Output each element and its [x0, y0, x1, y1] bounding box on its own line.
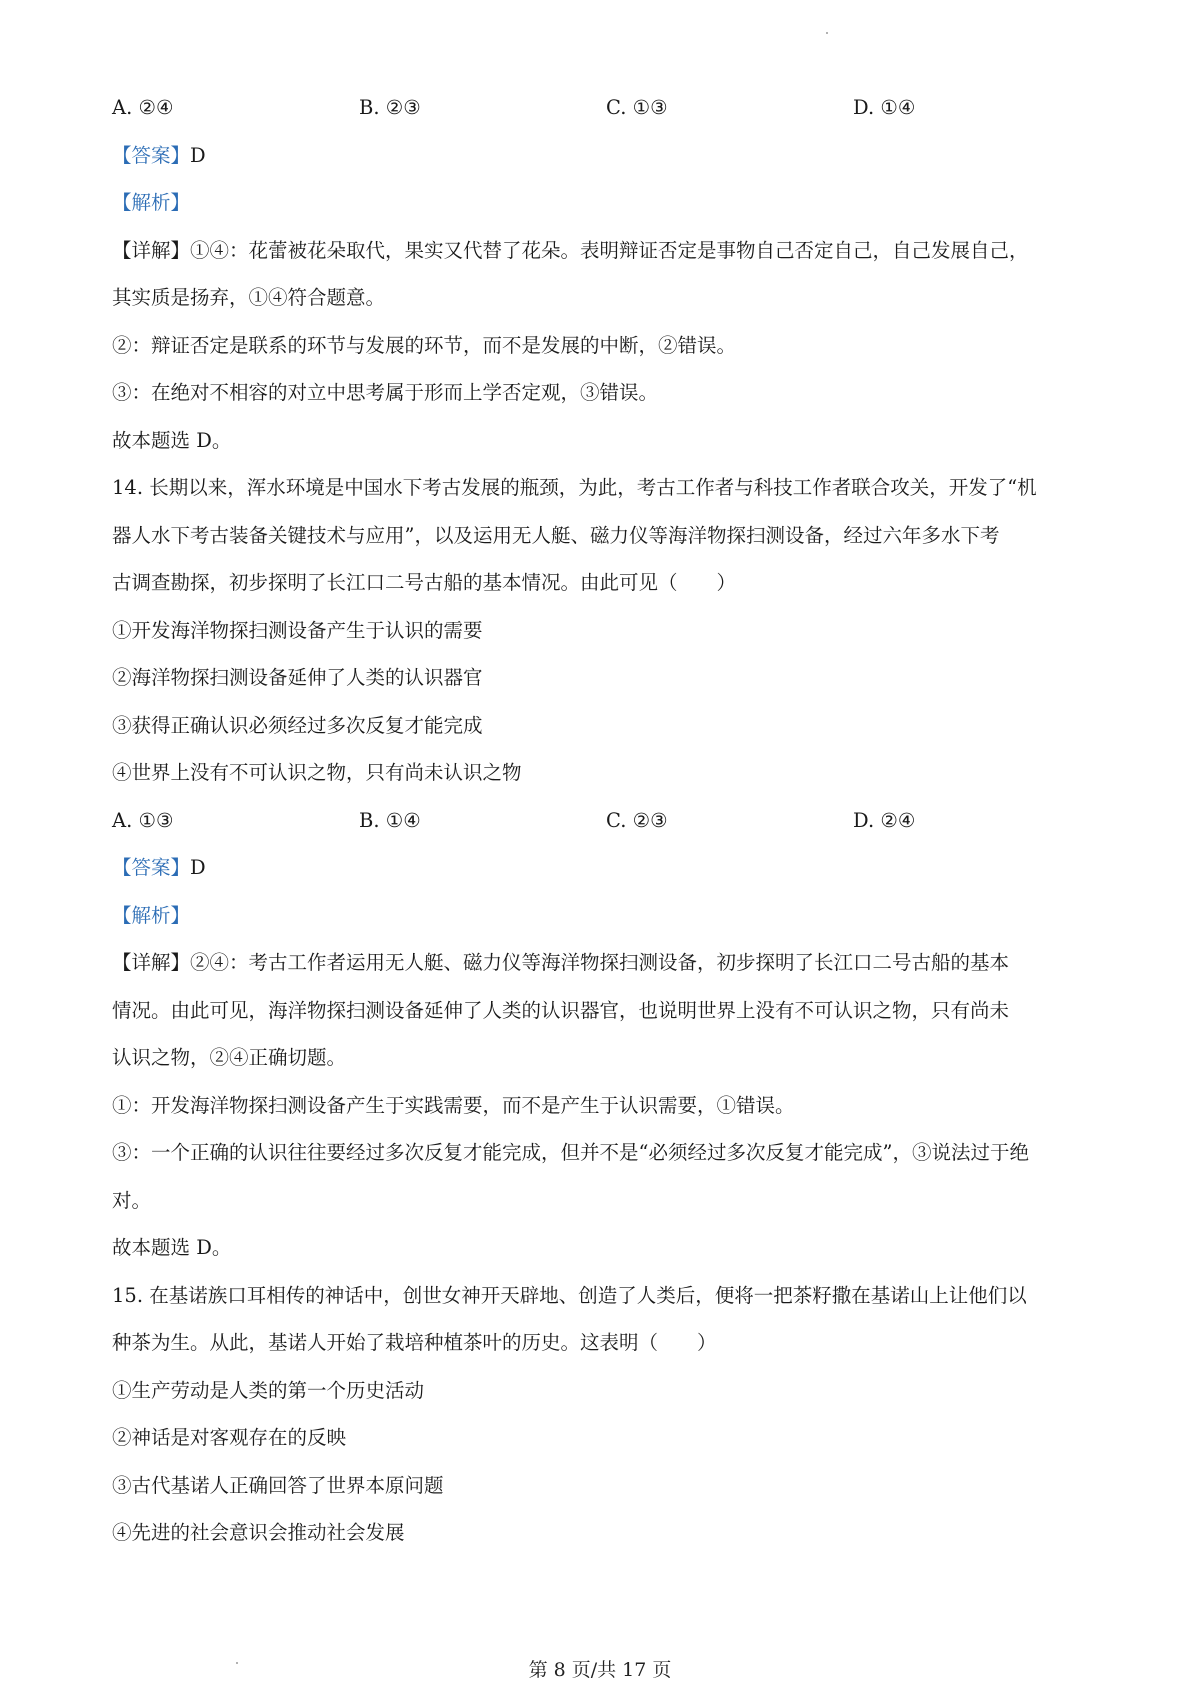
q14-analysis — [112, 901, 1102, 949]
detail-text: ①④：花蕾被花朵取代，果实又代替了花朵。表明辩证否定是事物自己否定自己，自己发展自己， — [190, 238, 1029, 262]
answer-tag: 【答案】 — [112, 856, 191, 879]
analysis-tag: 【解析】 — [112, 191, 191, 214]
q14-statement: ②海洋物探扫测设备延伸了人类的认识器官 — [112, 666, 483, 689]
q13-explanation-line: ③：在绝对不相容的对立中思考属于形而上学否定观，③错误。 — [112, 381, 659, 404]
q14-option-c: C. ②③ — [606, 808, 668, 832]
q14-stem-line: 古调查勘探，初步探明了长江口二号古船的基本情况。由此可见（ ） — [112, 571, 737, 594]
q14-explanation-line: ③：一个正确的认识往往要经过多次反复才能完成，但并不是“必须经过多次反复才能完成”，③说法过于绝 — [112, 1141, 1029, 1164]
q14-statement: ①开发海洋物探扫测设备产生于认识的需要 — [112, 618, 483, 642]
q14-explanation-line: ①：开发海洋物探扫测设备产生于实践需要，而不是产生于认识需要，①错误。 — [112, 1093, 795, 1117]
q13-detail-line-1 — [112, 236, 1102, 284]
q15-stem-line: 种茶为生。从此，基诺人开始了栽培种植茶叶的历史。这表明（ ） — [112, 1331, 717, 1354]
q15-statement: ①生产劳动是人类的第一个历史活动 — [112, 1378, 425, 1402]
q14-conclusion: 故本题选 D。 — [112, 1236, 232, 1259]
detail-tag: 【详解】 — [112, 951, 191, 974]
q13-answer — [112, 141, 1102, 189]
analysis-tag: 【解析】 — [112, 903, 191, 927]
q13-option-c: C. ①③ — [606, 96, 668, 119]
q13-options — [112, 93, 1102, 141]
q14-stem-line: 14. 长期以来，浑水环境是中国水下考古发展的瓶颈，为此，考古工作者与科技工作者联合攻关，开发了“机 — [112, 476, 1037, 499]
detail-tag: 【详解】 — [112, 238, 191, 262]
q15-statement: ④先进的社会意识会推动社会发展 — [112, 1521, 405, 1544]
page-footer: 第 8 页/共 17 页 — [528, 1659, 672, 1681]
q15-stem-line: 15. 在基诺族口耳相传的神话中，创世女神开天辟地、创造了人类后，便将一把茶籽撒在基诺山上让他们以 — [112, 1283, 1027, 1307]
q13-analysis — [112, 188, 1102, 236]
q13-explanation-line: ②：辩证否定是联系的环节与发展的环节，而不是发展的中断，②错误。 — [112, 333, 737, 357]
q14-detail-line-1 — [112, 948, 1102, 996]
q14-explanation-line: 对。 — [112, 1188, 152, 1212]
q13-conclusion: 故本题选 D。 — [112, 428, 232, 452]
q14-detail-line-2: 情况。由此可见，海洋物探扫测设备延伸了人类的认识器官，也说明世界上没有不可认识之物，只有尚未 — [112, 998, 1010, 1022]
q14-stem-line: 器人水下考古装备关键技术与应用”，以及运用无人艇、磁力仪等海洋物探扫测设备，经过六年多水下考 — [112, 523, 1000, 547]
q15-statement: ③古代基诺人正确回答了世界本原问题 — [112, 1473, 444, 1497]
q13-option-b: B. ②③ — [359, 96, 421, 119]
document-body — [112, 93, 1102, 1566]
q14-statement: ③获得正确认识必须经过多次反复才能完成 — [112, 713, 483, 737]
answer-value: D — [190, 143, 206, 167]
q14-option-d: D. ②④ — [853, 808, 916, 832]
q14-option-b: B. ①④ — [359, 808, 421, 832]
q13-option-a: A. ②④ — [112, 96, 174, 119]
answer-value: D — [190, 856, 206, 879]
detail-text: ②④：考古工作者运用无人艇、磁力仪等海洋物探扫测设备，初步探明了长江口二号古船的基本 — [190, 951, 1010, 974]
q13-detail-line-2: 其实质是扬弃，①④符合题意。 — [112, 286, 386, 309]
q14-answer — [112, 853, 1102, 901]
q13-option-d: D. ①④ — [853, 96, 916, 119]
q14-options — [112, 806, 1102, 854]
scan-dot-top — [826, 32, 828, 34]
q14-detail-line-3: 认识之物，②④正确切题。 — [112, 1046, 347, 1069]
q14-statement: ④世界上没有不可认识之物，只有尚未认识之物 — [112, 761, 522, 784]
answer-tag: 【答案】 — [112, 143, 191, 167]
q14-option-a: A. ①③ — [112, 808, 174, 832]
q15-statement: ②神话是对客观存在的反映 — [112, 1426, 347, 1449]
